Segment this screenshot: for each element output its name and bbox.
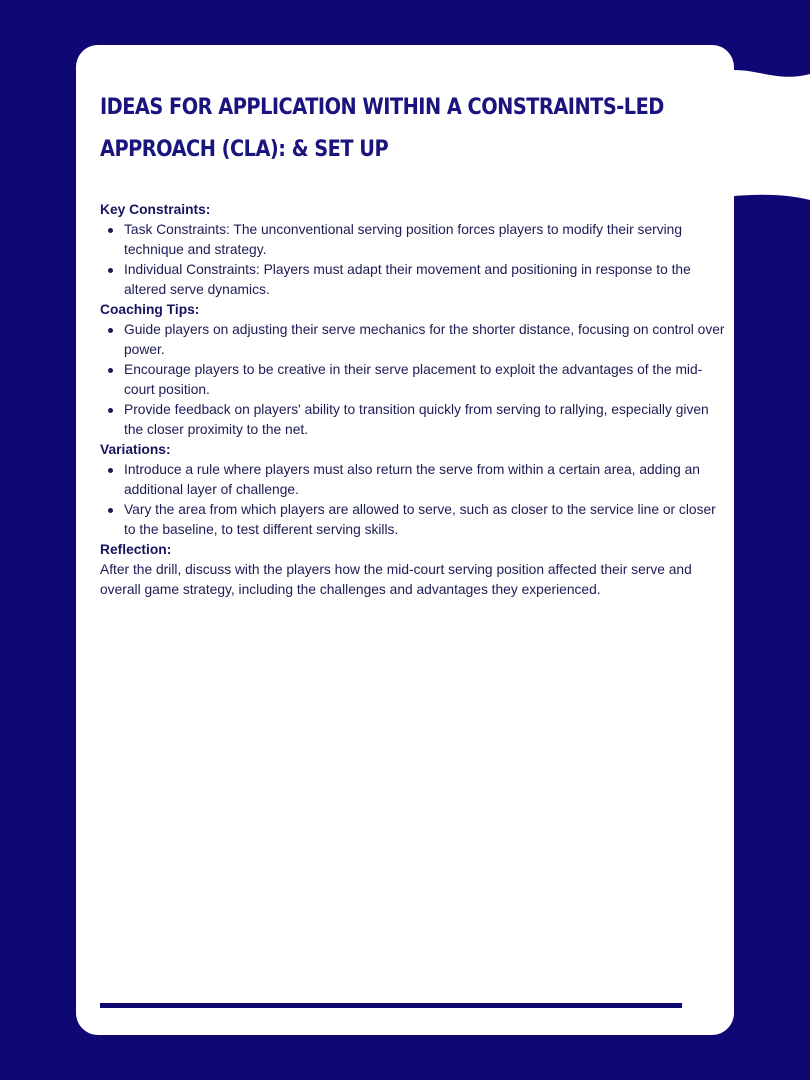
coaching-tips-list: [100, 320, 725, 440]
bottom-divider: [100, 1003, 682, 1008]
list-item: Introduce a rule where players must also return the serve from within a certain area, adding an additional layer of challenge.: [124, 460, 725, 500]
list-item: Encourage players to be creative in their serve placement to exploit the advantages of the mid-court position.: [124, 360, 725, 400]
document-content: [100, 86, 725, 600]
list-item: Vary the area from which players are allowed to serve, such as closer to the service line or closer to the baseline, to test different serving skills.: [124, 500, 725, 540]
key-constraints-heading: Key Constraints:: [100, 202, 211, 217]
coaching-tips-heading: Coaching Tips:: [100, 302, 200, 317]
key-constraints-list: [100, 220, 725, 300]
list-item: Individual Constraints: Players must adapt their movement and positioning in response to the altered serve dynamics.: [124, 260, 725, 300]
reflection-text: After the drill, discuss with the players how the mid-court serving position affected their serve and overall game strategy, including the challenges and advantages they experienced.: [100, 562, 692, 597]
variations-heading: Variations:: [100, 442, 171, 457]
variations-list: [100, 460, 725, 540]
document-body: [100, 200, 725, 600]
reflection-heading: Reflection:: [100, 542, 172, 557]
list-item: Task Constraints: The unconventional serving position forces players to modify their serving technique and strategy.: [124, 220, 725, 260]
list-item: Guide players on adjusting their serve mechanics for the shorter distance, focusing on control over power.: [124, 320, 725, 360]
page-title: IDEAS FOR APPLICATION WITHIN A CONSTRAINTS-LED APPROACH (CLA): & SET UP: [100, 94, 664, 162]
list-item: Provide feedback on players' ability to transition quickly from serving to rallying, especially given the closer proximity to the net.: [124, 400, 725, 440]
